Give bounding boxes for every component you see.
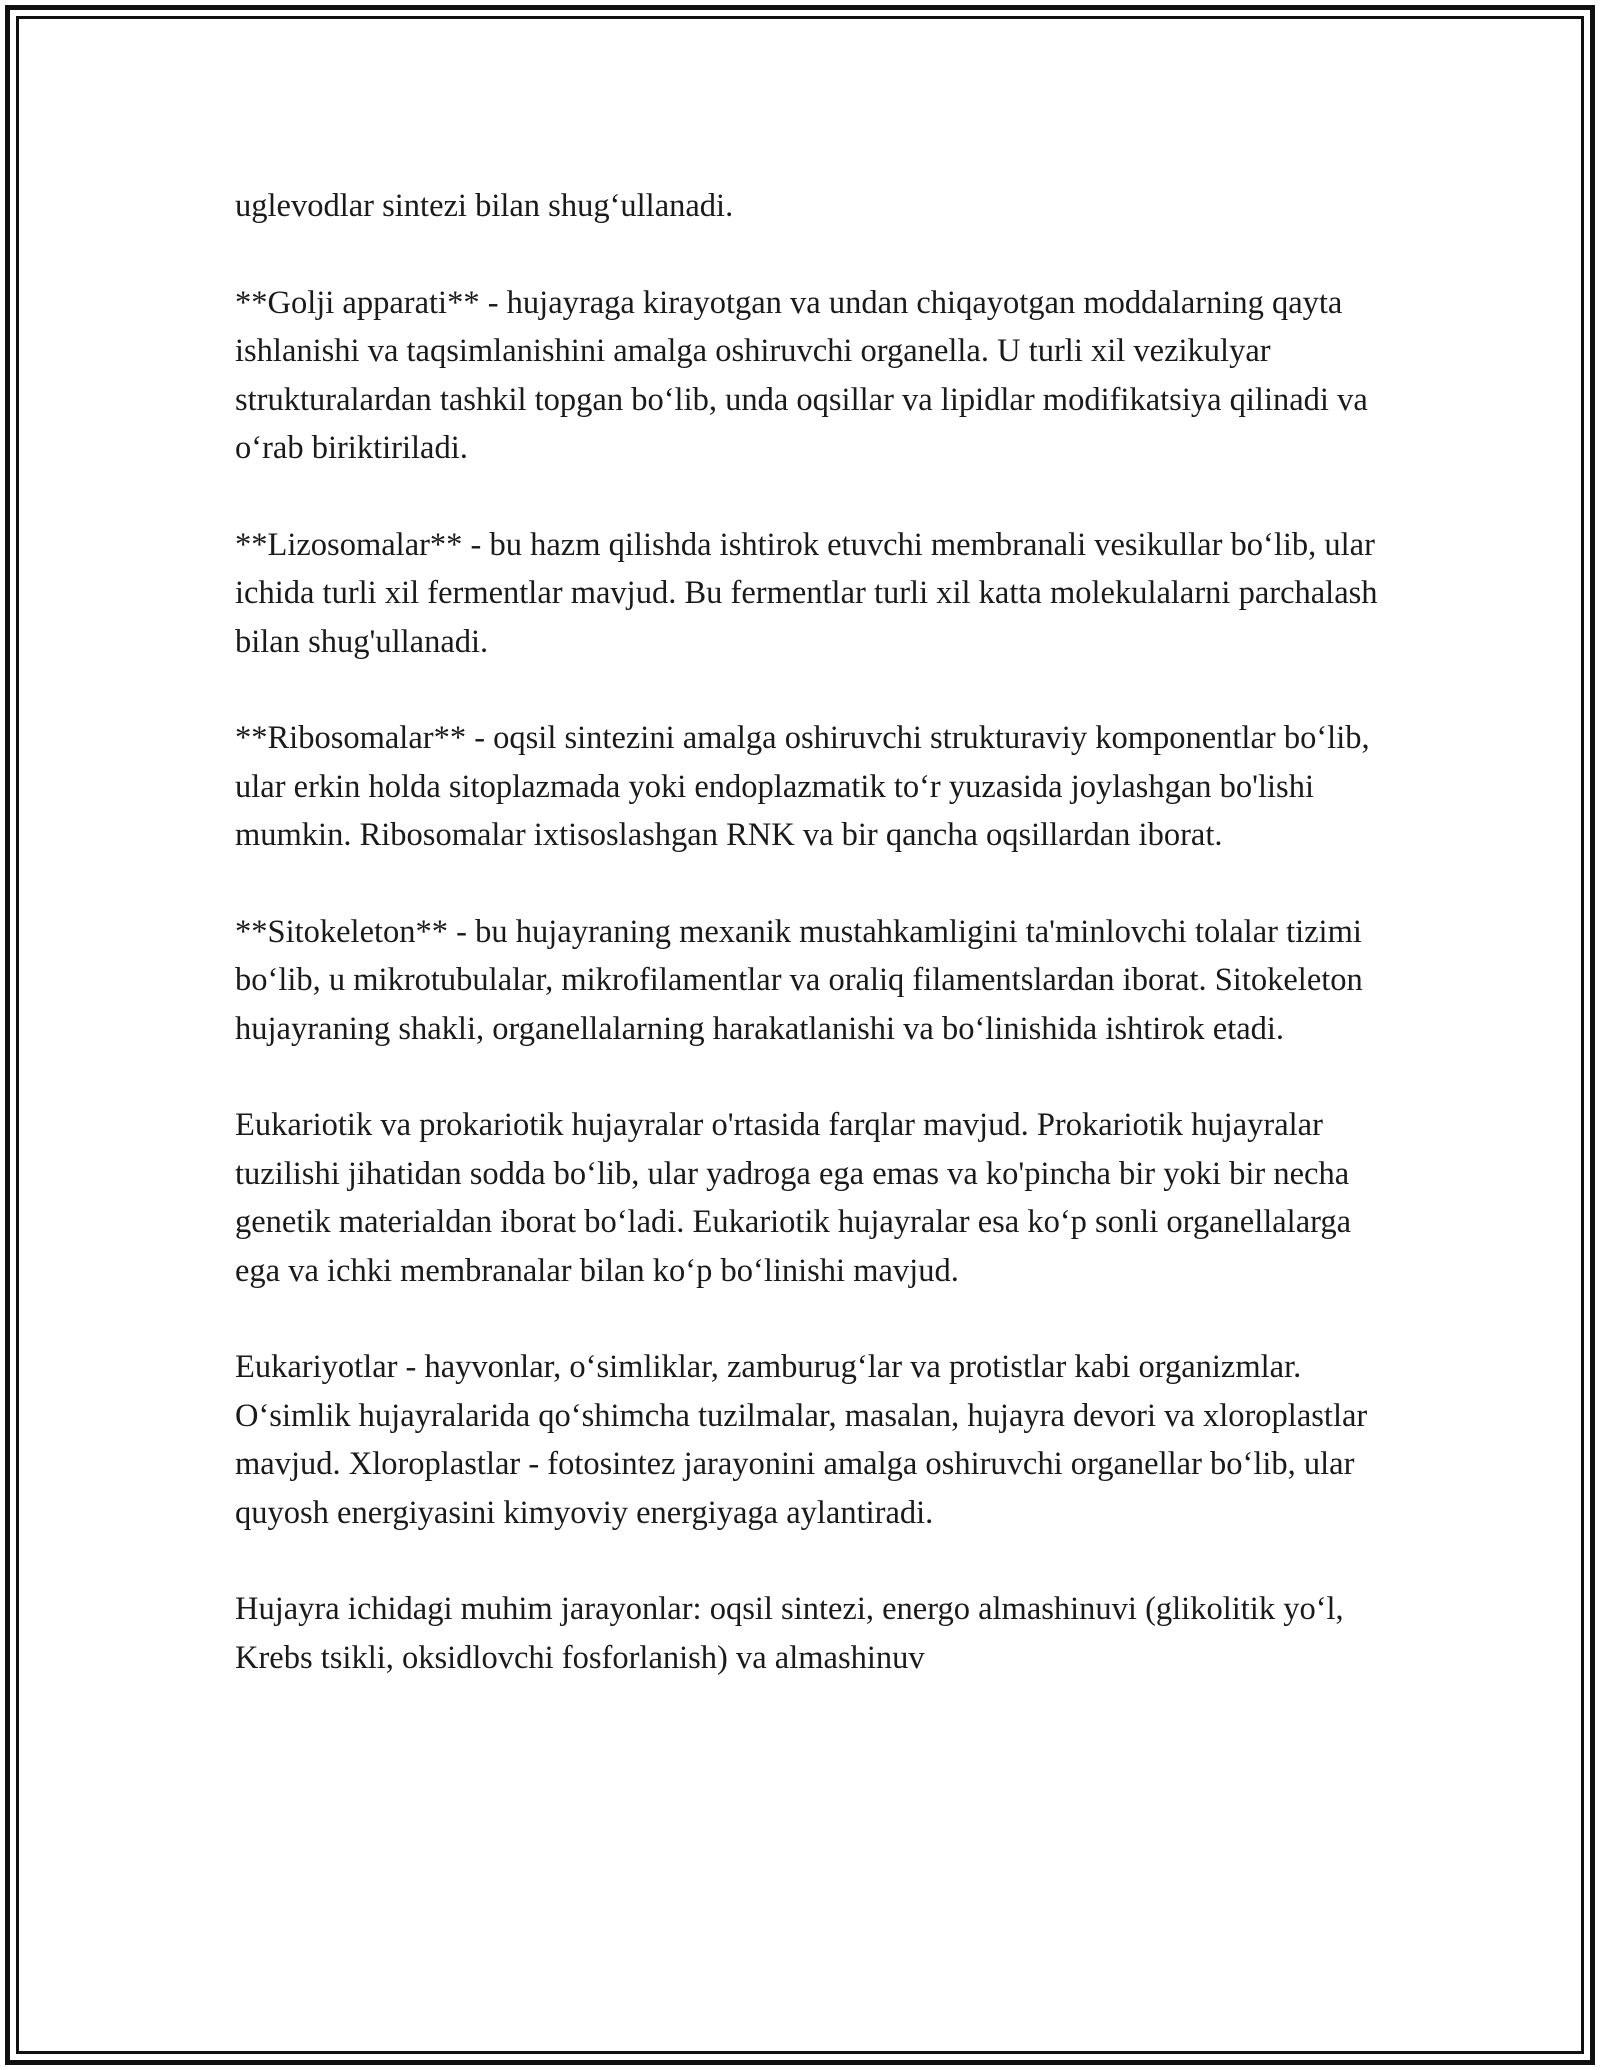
- document-body: [235, 182, 1385, 1682]
- paragraph-carbohydrate-synthesis: uglevodlar sintezi bilan shug‘ullanadi.: [235, 188, 734, 224]
- paragraph-eukaryotic-vs-prokaryotic: Eukariotik va prokariotik hujayralar o'rtasida farqlar mavjud. Prokariotik hujayralar tuzilishi jihatidan sodda bo‘lib, ular yadroga ega emas va ko'pincha bir yoki bir necha genetik materialdan iborat bo‘ladi. Eukariotik hujayralar esa ko‘p sonli organellalarga ega va ichki membranalar bilan ko‘p bo‘linishi mavjud.: [235, 1107, 1352, 1289]
- paragraph-cell-processes: Hujayra ichidagi muhim jarayonlar: oqsil sintezi, energo almashinuvi (glikolitik yo‘l, Krebs tsikli, oksidlovchi fosforlanish) va almashinuv: [235, 1591, 1344, 1676]
- paragraph-ribosomes: **Ribosomalar** - oqsil sintezini amalga oshiruvchi strukturaviy komponentlar bo‘lib, ular erkin holda sitoplazmada yoki endoplazmatik to‘r yuzasida joylashgan bo'lishi mumkin. Ribosomalar ixtisoslashgan RNK va bir qancha oqsillardan iborat.: [235, 720, 1370, 853]
- paragraph-lysosomes: **Lizosomalar** - bu hazm qilishda ishtirok etuvchi membranali vesikullar bo‘lib, ular ichida turli xil fermentlar mavjud. Bu fermentlar turli xil katta molekulalarni parchalash bilan shug'ullanadi.: [235, 526, 1378, 660]
- paragraph-eukaryotes: Eukariyotlar - hayvonlar, o‘simliklar, zamburug‘lar va protistlar kabi organizmlar. O‘simlik hujayralarida qo‘shimcha tuzilmalar, masalan, hujayra devori va xloroplastlar mavjud. Xloroplastlar - fotosintez jarayonini amalga oshiruvchi organellar bo‘lib, ular quyosh energiyasini kimyoviy energiyaga aylantiradi.: [235, 1349, 1368, 1531]
- paragraph-golgi-apparatus: **Golji apparati** - hujayraga kirayotgan va undan chiqayotgan moddalarning qayta ishlanishi va taqsimlanishini amalga oshiruvchi organella. U turli xil vezikulyar strukturalardan tashkil topgan bo‘lib, unda oqsillar va lipidlar modifikatsiya qilinadi va o‘rab biriktiriladi.: [235, 284, 1368, 466]
- paragraph-cytoskeleton: **Sitokeleton** - bu hujayraning mexanik mustahkamligini ta'minlovchi tolalar tizimi bo‘lib, u mikrotubulalar, mikrofilamentlar va oraliq filamentslardan iborat. Sitokeleton hujayraning shakli, organellalarning harakatlanishi va bo‘linishida ishtirok etadi.: [235, 913, 1363, 1047]
